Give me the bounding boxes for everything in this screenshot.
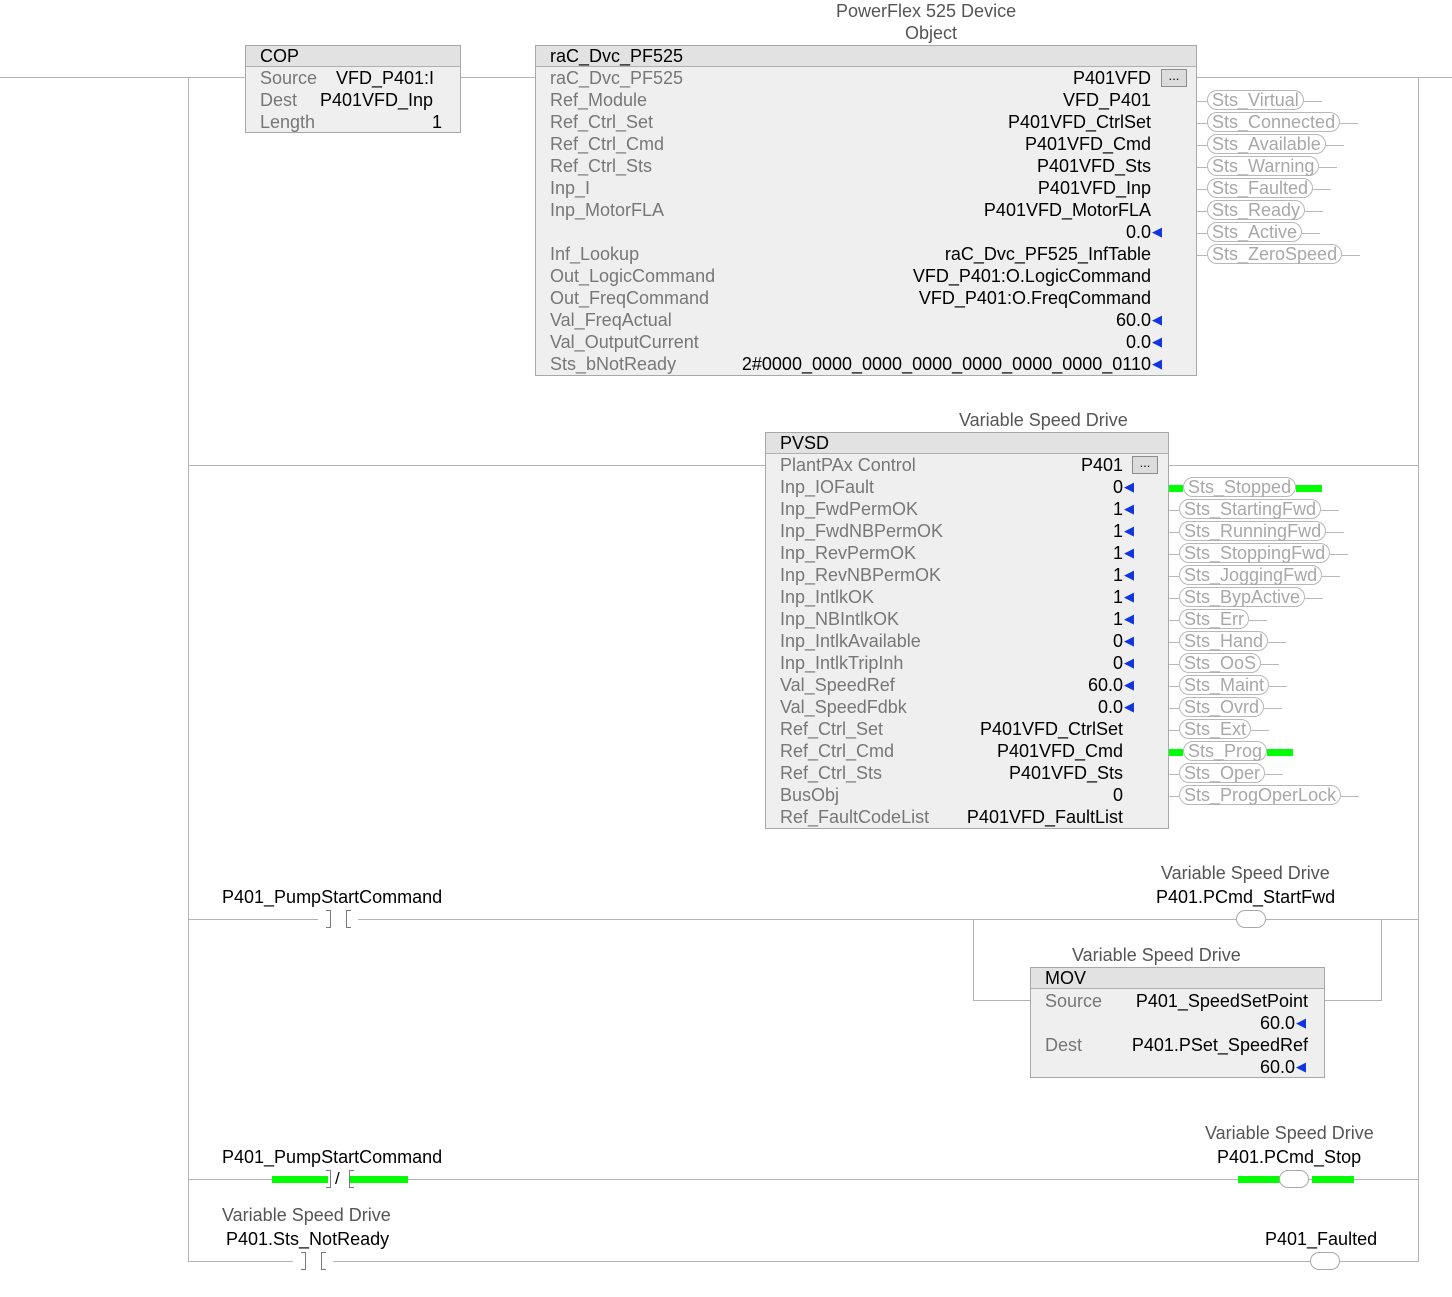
- rung-separator: [188, 1261, 1419, 1262]
- live-value-arrow: ◀: [1296, 1015, 1306, 1030]
- output-pin-label: Sts_Available: [1207, 134, 1326, 154]
- param-label: Ref_Ctrl_Cmd: [780, 741, 895, 761]
- pf525-instruction[interactable]: [535, 45, 1197, 376]
- energized-wire: [272, 1176, 330, 1183]
- branch-wire: [973, 919, 974, 1001]
- pin-stub-wire: [1268, 642, 1286, 643]
- rung4-ote-coil[interactable]: [1310, 1252, 1340, 1270]
- rung2-coil-caption: Variable Speed Drive: [1161, 863, 1330, 883]
- param-label: Ref_Ctrl_Sts: [550, 156, 653, 176]
- param-label: Ref_Ctrl_Set: [780, 719, 884, 739]
- cop-instruction[interactable]: [245, 45, 461, 133]
- param-value[interactable]: P401VFD_Cmd: [996, 741, 1123, 761]
- param-label: Ref_Ctrl_Cmd: [550, 134, 665, 154]
- param-value[interactable]: 1: [1112, 609, 1123, 629]
- output-pin-label: Sts_Prog: [1183, 741, 1267, 761]
- param-label: Inp_NBIntlkOK: [780, 609, 900, 629]
- live-value-arrow: ◀: [1152, 334, 1162, 349]
- param-label: Sts_bNotReady: [550, 354, 677, 374]
- param-label: Ref_Ctrl_Sts: [780, 763, 883, 783]
- output-pin[interactable]: [1169, 521, 1344, 542]
- pin-lead-wire: [1197, 189, 1207, 190]
- output-pin-label: Sts_OoS: [1179, 653, 1261, 673]
- cop-dest-value[interactable]: P401VFD_Inp: [320, 90, 434, 110]
- live-value-arrow: ◀: [1152, 312, 1162, 327]
- contact-left-bracket: [301, 1252, 306, 1270]
- pin-lead-wire: [1197, 233, 1207, 234]
- param-label: Inp_FwdPermOK: [780, 499, 919, 519]
- pin-stub-wire: [1264, 708, 1282, 709]
- pin-stub-wire: [1296, 485, 1322, 492]
- pin-lead-wire: [1169, 749, 1183, 756]
- branch-wire: [1381, 919, 1382, 1001]
- param-label: Val_SpeedFdbk: [780, 697, 907, 717]
- pin-lead-wire: [1169, 576, 1179, 577]
- pin-stub-wire: [1251, 730, 1269, 731]
- cop-source-value[interactable]: VFD_P401:I: [336, 68, 435, 88]
- param-value[interactable]: 0.0: [1125, 332, 1151, 352]
- rung2-ote-coil[interactable]: [1236, 910, 1266, 928]
- param-label: BusObj: [780, 785, 840, 805]
- output-pin[interactable]: [1169, 653, 1279, 674]
- pin-stub-wire: [1304, 101, 1322, 102]
- pvsd-ellipsis-button[interactable]: ...: [1132, 456, 1158, 474]
- output-pin-label: Sts_Virtual: [1207, 90, 1304, 110]
- pin-stub-wire: [1302, 233, 1320, 234]
- param-value[interactable]: 2#0000_0000_0000_0000_0000_0000_0000_0110: [741, 354, 1151, 374]
- param-label: Inp_FwdNBPermOK: [780, 521, 944, 541]
- param-label: Inp_RevPermOK: [780, 543, 917, 563]
- rung4-contact-caption: Variable Speed Drive: [222, 1205, 391, 1225]
- param-label: Inp_IntlkAvailable: [780, 631, 921, 651]
- param-label: Inf_Lookup: [550, 244, 640, 264]
- param-label: Val_SpeedRef: [780, 675, 895, 695]
- output-pin[interactable]: [1197, 112, 1358, 133]
- cop-length-value[interactable]: 1: [431, 112, 442, 132]
- live-value-arrow: ◀: [1124, 501, 1134, 516]
- pf525-ellipsis-button[interactable]: ...: [1161, 69, 1187, 87]
- param-value[interactable]: VFD_P401:O.FreqCommand: [918, 288, 1151, 308]
- output-pin[interactable]: [1169, 719, 1269, 740]
- pin-lead-wire: [1169, 686, 1179, 687]
- rung3-ote-coil[interactable]: [1279, 1170, 1309, 1188]
- pin-lead-wire: [1169, 796, 1179, 797]
- param-value[interactable]: 0: [1112, 477, 1123, 497]
- param-label: Inp_IntlkOK: [780, 587, 875, 607]
- output-pin[interactable]: [1197, 222, 1320, 243]
- mov-title: MOV: [1045, 968, 1087, 988]
- param-value[interactable]: P401VFD_Inp: [1037, 178, 1151, 198]
- param-value[interactable]: 1: [1112, 543, 1123, 563]
- rung4-xic-contact[interactable]: [293, 1252, 333, 1272]
- output-pin-label: Sts_Ovrd: [1179, 697, 1264, 717]
- mov-source-value[interactable]: P401_SpeedSetPoint: [1135, 991, 1308, 1011]
- output-pin-label: Sts_JoggingFwd: [1179, 565, 1322, 585]
- param-value[interactable]: P401VFD_MotorFLA: [983, 200, 1151, 220]
- param-value[interactable]: P401VFD_Sts: [1036, 156, 1151, 176]
- live-value-arrow: ◀: [1124, 655, 1134, 670]
- live-value-arrow: ◀: [1296, 1059, 1306, 1074]
- rung-separator: [188, 465, 765, 466]
- param-value[interactable]: 1: [1112, 565, 1123, 585]
- param-label: Inp_IntlkTripInh: [780, 653, 904, 673]
- output-pin-label: Sts_BypActive: [1179, 587, 1305, 607]
- pin-stub-wire: [1340, 123, 1358, 124]
- output-pin[interactable]: [1197, 178, 1331, 199]
- pin-stub-wire: [1249, 620, 1267, 621]
- energized-wire: [1312, 1176, 1354, 1183]
- pin-lead-wire: [1197, 123, 1207, 124]
- pin-lead-wire: [1169, 730, 1179, 731]
- output-pin[interactable]: [1169, 499, 1339, 520]
- pvsd-caption: Variable Speed Drive: [959, 410, 1128, 430]
- param-value[interactable]: P401VFD_FaultList: [966, 807, 1123, 827]
- output-pin[interactable]: [1197, 244, 1360, 265]
- live-value-arrow: ◀: [1124, 699, 1134, 714]
- output-pin-label: Sts_Hand: [1179, 631, 1268, 651]
- contact-left-bracket: [326, 1170, 331, 1188]
- output-pin[interactable]: [1169, 741, 1293, 762]
- pin-stub-wire: [1313, 189, 1331, 190]
- output-pin[interactable]: [1169, 609, 1267, 630]
- output-pin-label: Sts_Err: [1179, 609, 1249, 629]
- mov-dest-live: 60.0: [1259, 1057, 1295, 1077]
- param-value[interactable]: 60.0: [1115, 310, 1151, 330]
- aoi-caption: PowerFlex 525 Device: [836, 1, 1017, 21]
- live-value-arrow: ◀: [1152, 356, 1162, 371]
- energized-wire: [350, 1176, 408, 1183]
- pvsd-title: PVSD: [780, 433, 830, 453]
- output-pin[interactable]: [1197, 156, 1337, 177]
- contact-right-bracket: [346, 910, 351, 928]
- pin-lead-wire: [1197, 145, 1207, 146]
- param-label: Inp_MotorFLA: [550, 200, 665, 220]
- pin-stub-wire: [1341, 796, 1359, 797]
- param-value[interactable]: P401VFD: [1072, 68, 1151, 88]
- pin-lead-wire: [1169, 510, 1179, 511]
- param-label: Ref_Module: [550, 90, 648, 110]
- output-pin[interactable]: [1169, 543, 1348, 564]
- param-value[interactable]: 0: [1112, 653, 1123, 673]
- output-pin[interactable]: [1169, 763, 1283, 784]
- output-pin-label: Sts_Warning: [1207, 156, 1319, 176]
- pin-lead-wire: [1169, 642, 1179, 643]
- pin-lead-wire: [1169, 620, 1179, 621]
- output-pin-label: Sts_StoppingFwd: [1179, 543, 1330, 563]
- output-pin[interactable]: [1169, 697, 1282, 718]
- param-value[interactable]: P401VFD_Cmd: [1024, 134, 1151, 154]
- param-label: Out_FreqCommand: [550, 288, 710, 308]
- output-pin[interactable]: [1169, 565, 1340, 586]
- rung2-coil-tag[interactable]: P401.PCmd_StartFwd: [1156, 887, 1336, 907]
- rung4-contact-tag[interactable]: P401.Sts_NotReady: [226, 1229, 390, 1249]
- pin-stub-wire: [1267, 749, 1293, 756]
- rung2-contact-tag[interactable]: P401_PumpStartCommand: [222, 887, 443, 907]
- mov-caption: Variable Speed Drive: [1072, 945, 1241, 965]
- contact-right-bracket: [321, 1252, 326, 1270]
- rung4-coil-tag[interactable]: P401_Faulted: [1265, 1229, 1378, 1249]
- param-value[interactable]: 0: [1112, 785, 1123, 805]
- param-label: Inp_I: [550, 178, 591, 198]
- param-value[interactable]: 0.0: [1097, 697, 1123, 717]
- output-pin[interactable]: [1169, 785, 1359, 806]
- param-value[interactable]: 0.0: [1125, 222, 1151, 242]
- live-value-arrow: ◀: [1124, 545, 1134, 560]
- mov-source-live: 60.0: [1259, 1013, 1295, 1033]
- output-pin-label: Sts_Faulted: [1207, 178, 1313, 198]
- live-value-arrow: ◀: [1124, 479, 1134, 494]
- pin-lead-wire: [1169, 485, 1183, 492]
- param-label: Inp_IOFault: [780, 477, 875, 497]
- pin-stub-wire: [1269, 686, 1287, 687]
- output-pin-label: Sts_Ready: [1207, 200, 1305, 220]
- param-value[interactable]: P401: [1080, 455, 1123, 475]
- live-value-arrow: ◀: [1124, 677, 1134, 692]
- output-pin-label: Sts_StartingFwd: [1179, 499, 1321, 519]
- pin-stub-wire: [1326, 145, 1344, 146]
- rung3-coil-tag[interactable]: P401.PCmd_Stop: [1217, 1147, 1362, 1167]
- param-value[interactable]: 1: [1112, 521, 1123, 541]
- branch-wire: [1324, 1000, 1382, 1001]
- param-value[interactable]: P401VFD_CtrlSet: [1007, 112, 1151, 132]
- param-label: Val_OutputCurrent: [550, 332, 699, 352]
- pin-stub-wire: [1330, 554, 1348, 555]
- param-label: Out_LogicCommand: [550, 266, 716, 286]
- cop-source-label: Source: [260, 68, 318, 88]
- pin-stub-wire: [1321, 510, 1339, 511]
- output-pin-label: Sts_Active: [1207, 222, 1302, 242]
- rung3-xio-contact[interactable]: [328, 1170, 352, 1190]
- pin-lead-wire: [1169, 664, 1179, 665]
- live-value-arrow: ◀: [1152, 224, 1162, 239]
- pin-lead-wire: [1197, 255, 1207, 256]
- output-pin[interactable]: [1169, 631, 1286, 652]
- output-pin[interactable]: [1197, 134, 1344, 155]
- param-value[interactable]: VFD_P401:O.LogicCommand: [912, 266, 1151, 286]
- param-label: Ref_Ctrl_Set: [550, 112, 654, 132]
- xio-slash-symbol: /: [335, 1169, 340, 1188]
- mov-source-label: Source: [1045, 991, 1103, 1011]
- pf525-title: raC_Dvc_PF525: [550, 46, 684, 66]
- cop-dest-label: Dest: [260, 90, 298, 110]
- param-value[interactable]: 1: [1112, 587, 1123, 607]
- contact-left-bracket: [326, 910, 331, 928]
- output-pin-label: Sts_RunningFwd: [1179, 521, 1326, 541]
- output-pin-label: Sts_Connected: [1207, 112, 1340, 132]
- pin-lead-wire: [1197, 101, 1207, 102]
- output-pin[interactable]: [1169, 477, 1322, 498]
- cop-to-aoi-wire: [460, 77, 535, 78]
- output-pin-label: Sts_Ext: [1179, 719, 1251, 739]
- energized-wire: [1238, 1176, 1280, 1183]
- mov-dest-label: Dest: [1045, 1035, 1083, 1055]
- pin-stub-wire: [1322, 576, 1340, 577]
- pin-stub-wire: [1305, 211, 1323, 212]
- pin-lead-wire: [1169, 598, 1179, 599]
- rung-separator: [188, 919, 1419, 920]
- right-power-rail: [1418, 77, 1419, 1262]
- output-pin[interactable]: [1197, 200, 1323, 221]
- param-value[interactable]: VFD_P401: [1062, 90, 1151, 110]
- mov-dest-value[interactable]: P401.PSet_SpeedRef: [1131, 1035, 1308, 1055]
- pin-stub-wire: [1265, 774, 1283, 775]
- param-label: raC_Dvc_PF525: [550, 68, 684, 88]
- live-value-arrow: ◀: [1124, 633, 1134, 648]
- pin-stub-wire: [1342, 255, 1360, 256]
- pin-lead-wire: [1169, 532, 1179, 533]
- pvsd-instruction[interactable]: [765, 432, 1169, 829]
- output-pin[interactable]: [1197, 90, 1322, 111]
- mov-instruction[interactable]: [1030, 967, 1325, 1078]
- rung-separator: [1168, 465, 1419, 466]
- param-value[interactable]: raC_Dvc_PF525_InfTable: [944, 244, 1151, 264]
- param-label: PlantPAx Control: [780, 455, 916, 475]
- param-value[interactable]: 60.0: [1087, 675, 1123, 695]
- pin-stub-wire: [1326, 532, 1344, 533]
- param-value[interactable]: P401VFD_Sts: [1008, 763, 1123, 783]
- output-pin-label: Sts_ZeroSpeed: [1207, 244, 1342, 264]
- rung3-coil-caption: Variable Speed Drive: [1205, 1123, 1374, 1143]
- param-value[interactable]: P401VFD_CtrlSet: [979, 719, 1123, 739]
- pin-stub-wire: [1305, 598, 1323, 599]
- pin-lead-wire: [1169, 554, 1179, 555]
- live-value-arrow: ◀: [1124, 589, 1134, 604]
- aoi-caption: Object: [905, 23, 958, 43]
- output-pin-label: Sts_Maint: [1179, 675, 1269, 695]
- pin-lead-wire: [1197, 211, 1207, 212]
- live-value-arrow: ◀: [1124, 611, 1134, 626]
- rung2-xic-contact[interactable]: [318, 910, 358, 930]
- output-pin-label: Sts_Stopped: [1183, 477, 1296, 497]
- branch-wire: [973, 1000, 1031, 1001]
- cop-title: COP: [260, 46, 300, 66]
- param-label: Inp_RevNBPermOK: [780, 565, 942, 585]
- pin-stub-wire: [1261, 664, 1279, 665]
- pin-lead-wire: [1169, 708, 1179, 709]
- left-power-rail: [188, 77, 189, 1262]
- output-pin[interactable]: [1169, 675, 1287, 696]
- pin-lead-wire: [1197, 167, 1207, 168]
- output-pin-label: Sts_Oper: [1179, 763, 1265, 783]
- live-value-arrow: ◀: [1124, 523, 1134, 538]
- rung3-contact-tag[interactable]: P401_PumpStartCommand: [222, 1147, 443, 1167]
- param-value[interactable]: 1: [1112, 499, 1123, 519]
- pin-lead-wire: [1169, 774, 1179, 775]
- param-label: Val_FreqActual: [550, 310, 672, 330]
- param-value[interactable]: 0: [1112, 631, 1123, 651]
- param-label: Ref_FaultCodeList: [780, 807, 930, 827]
- pin-stub-wire: [1319, 167, 1337, 168]
- cop-length-label: Length: [260, 112, 316, 132]
- output-pin[interactable]: [1169, 587, 1323, 608]
- live-value-arrow: ◀: [1124, 567, 1134, 582]
- output-pin-label: Sts_ProgOperLock: [1179, 785, 1341, 805]
